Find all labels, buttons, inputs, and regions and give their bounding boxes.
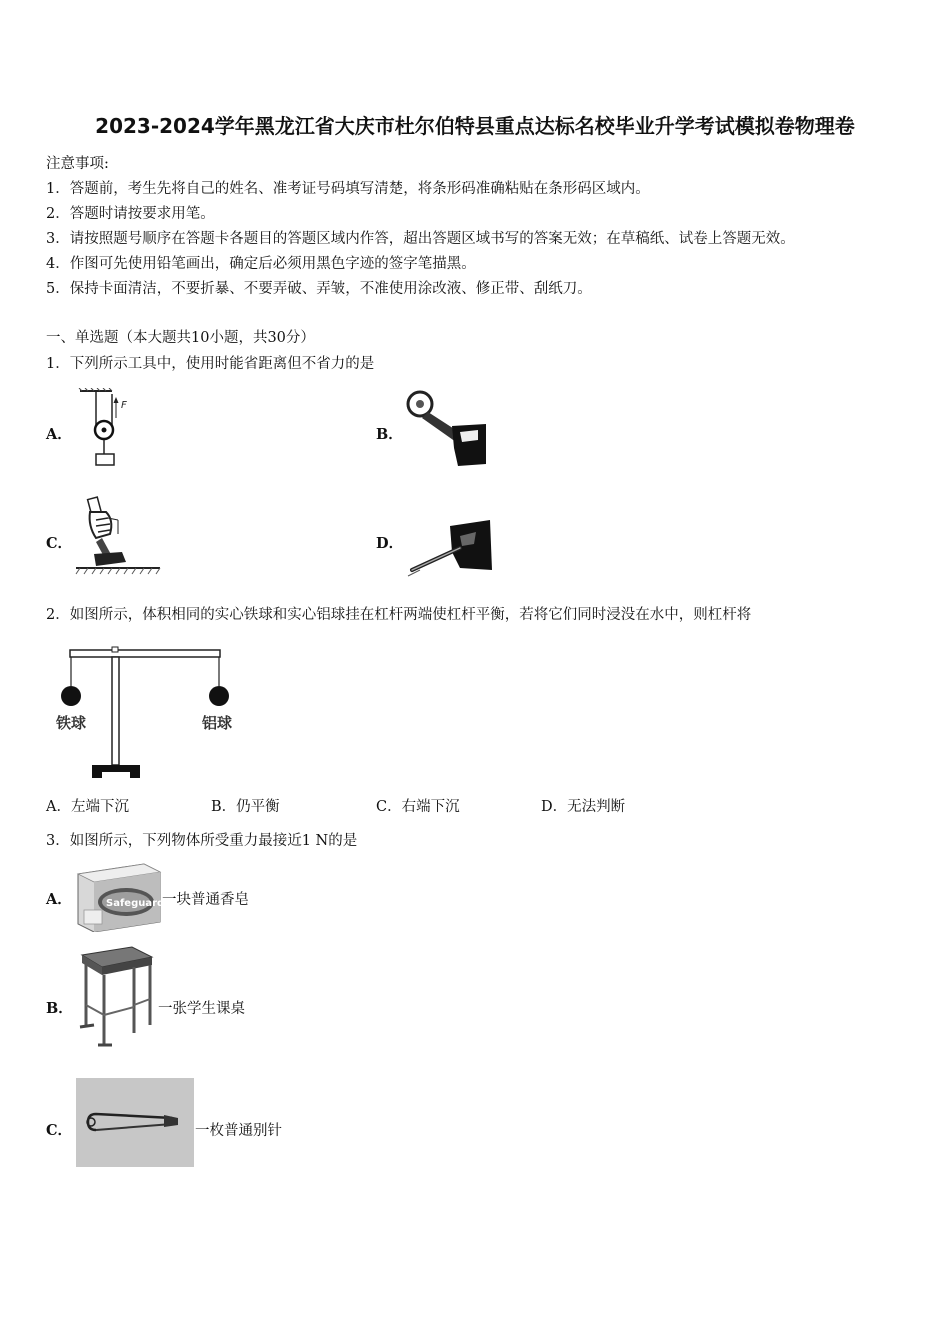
- q3-option-a-text[interactable]: 一块普通香皂: [162, 892, 249, 908]
- fishing-rod-image: [402, 518, 494, 578]
- q2-option-d[interactable]: D．无法判断: [541, 799, 626, 815]
- bottle-opener-image: [402, 388, 494, 468]
- q1-stem: 1．下列所示工具中，使用时能省距离但不省力的是: [46, 356, 375, 372]
- notice-heading: 注意事项:: [46, 156, 109, 172]
- notice-item: 1．答题前，考生先将自己的姓名、准考证号码填写清楚，将条形码准确粘贴在条形码区域内。: [46, 181, 650, 197]
- q3-option-b-label[interactable]: B．: [46, 1000, 73, 1017]
- lever-balance-image: [44, 640, 244, 785]
- iron-ball-label: 铁球: [56, 714, 87, 732]
- q3-stem: 3．如图所示，下列物体所受重力最接近1 N的是: [46, 833, 358, 849]
- q2-option-a[interactable]: A．左端下沉: [46, 799, 129, 815]
- section-heading: 一、单选题（本大题共10小题，共30分）: [46, 330, 315, 346]
- page-title: 2023-2024学年黑龙江省大庆市杜尔伯特县重点达标名校毕业升学考试模拟卷物理卷: [95, 114, 855, 138]
- q1-option-b-label[interactable]: B．: [376, 426, 403, 443]
- q2-stem: 2．如图所示，体积相同的实心铁球和实心铝球挂在杠杆两端使杠杆平衡，若将它们同时浸没在水中，则杠杆将: [46, 607, 752, 623]
- notice-item: 3．请按照题号顺序在答题卡各题目的答题区域内作答，超出答题区域书写的答案无效；在草稿纸、试卷上答题无效。: [46, 231, 795, 247]
- q3-option-c-text[interactable]: 一枚普通别针: [195, 1123, 282, 1139]
- notice-item: 5．保持卡面清洁，不要折暴、不要弄破、弄皱，不准使用涂改液、修正带、刮纸刀。: [46, 281, 592, 297]
- q3-option-a-label[interactable]: A．: [46, 891, 72, 908]
- notice-item: 2．答题时请按要求用笔。: [46, 206, 215, 222]
- pulley-image: [74, 388, 144, 470]
- safety-pin-image: [76, 1078, 194, 1167]
- soap-brand-label: Safeguard: [106, 898, 164, 909]
- q2-option-b[interactable]: B．仍平衡: [211, 799, 280, 815]
- q1-option-c-label[interactable]: C．: [46, 535, 73, 552]
- aluminum-ball-label: 铝球: [202, 714, 233, 732]
- q1-option-d-label[interactable]: D．: [376, 535, 404, 552]
- force-label: F: [121, 400, 127, 411]
- soap-image: [74, 862, 164, 932]
- q1-option-a-label[interactable]: A．: [46, 426, 72, 443]
- q2-option-c[interactable]: C．右端下沉: [376, 799, 460, 815]
- q3-option-b-text[interactable]: 一张学生课桌: [158, 1001, 245, 1017]
- q3-option-c-label[interactable]: C．: [46, 1122, 73, 1139]
- notice-item: 4．作图可先使用铅笔画出，确定后必须用黑色字迹的签字笔描黑。: [46, 256, 476, 272]
- desk-image: [76, 945, 156, 1049]
- hammer-image: [74, 494, 164, 576]
